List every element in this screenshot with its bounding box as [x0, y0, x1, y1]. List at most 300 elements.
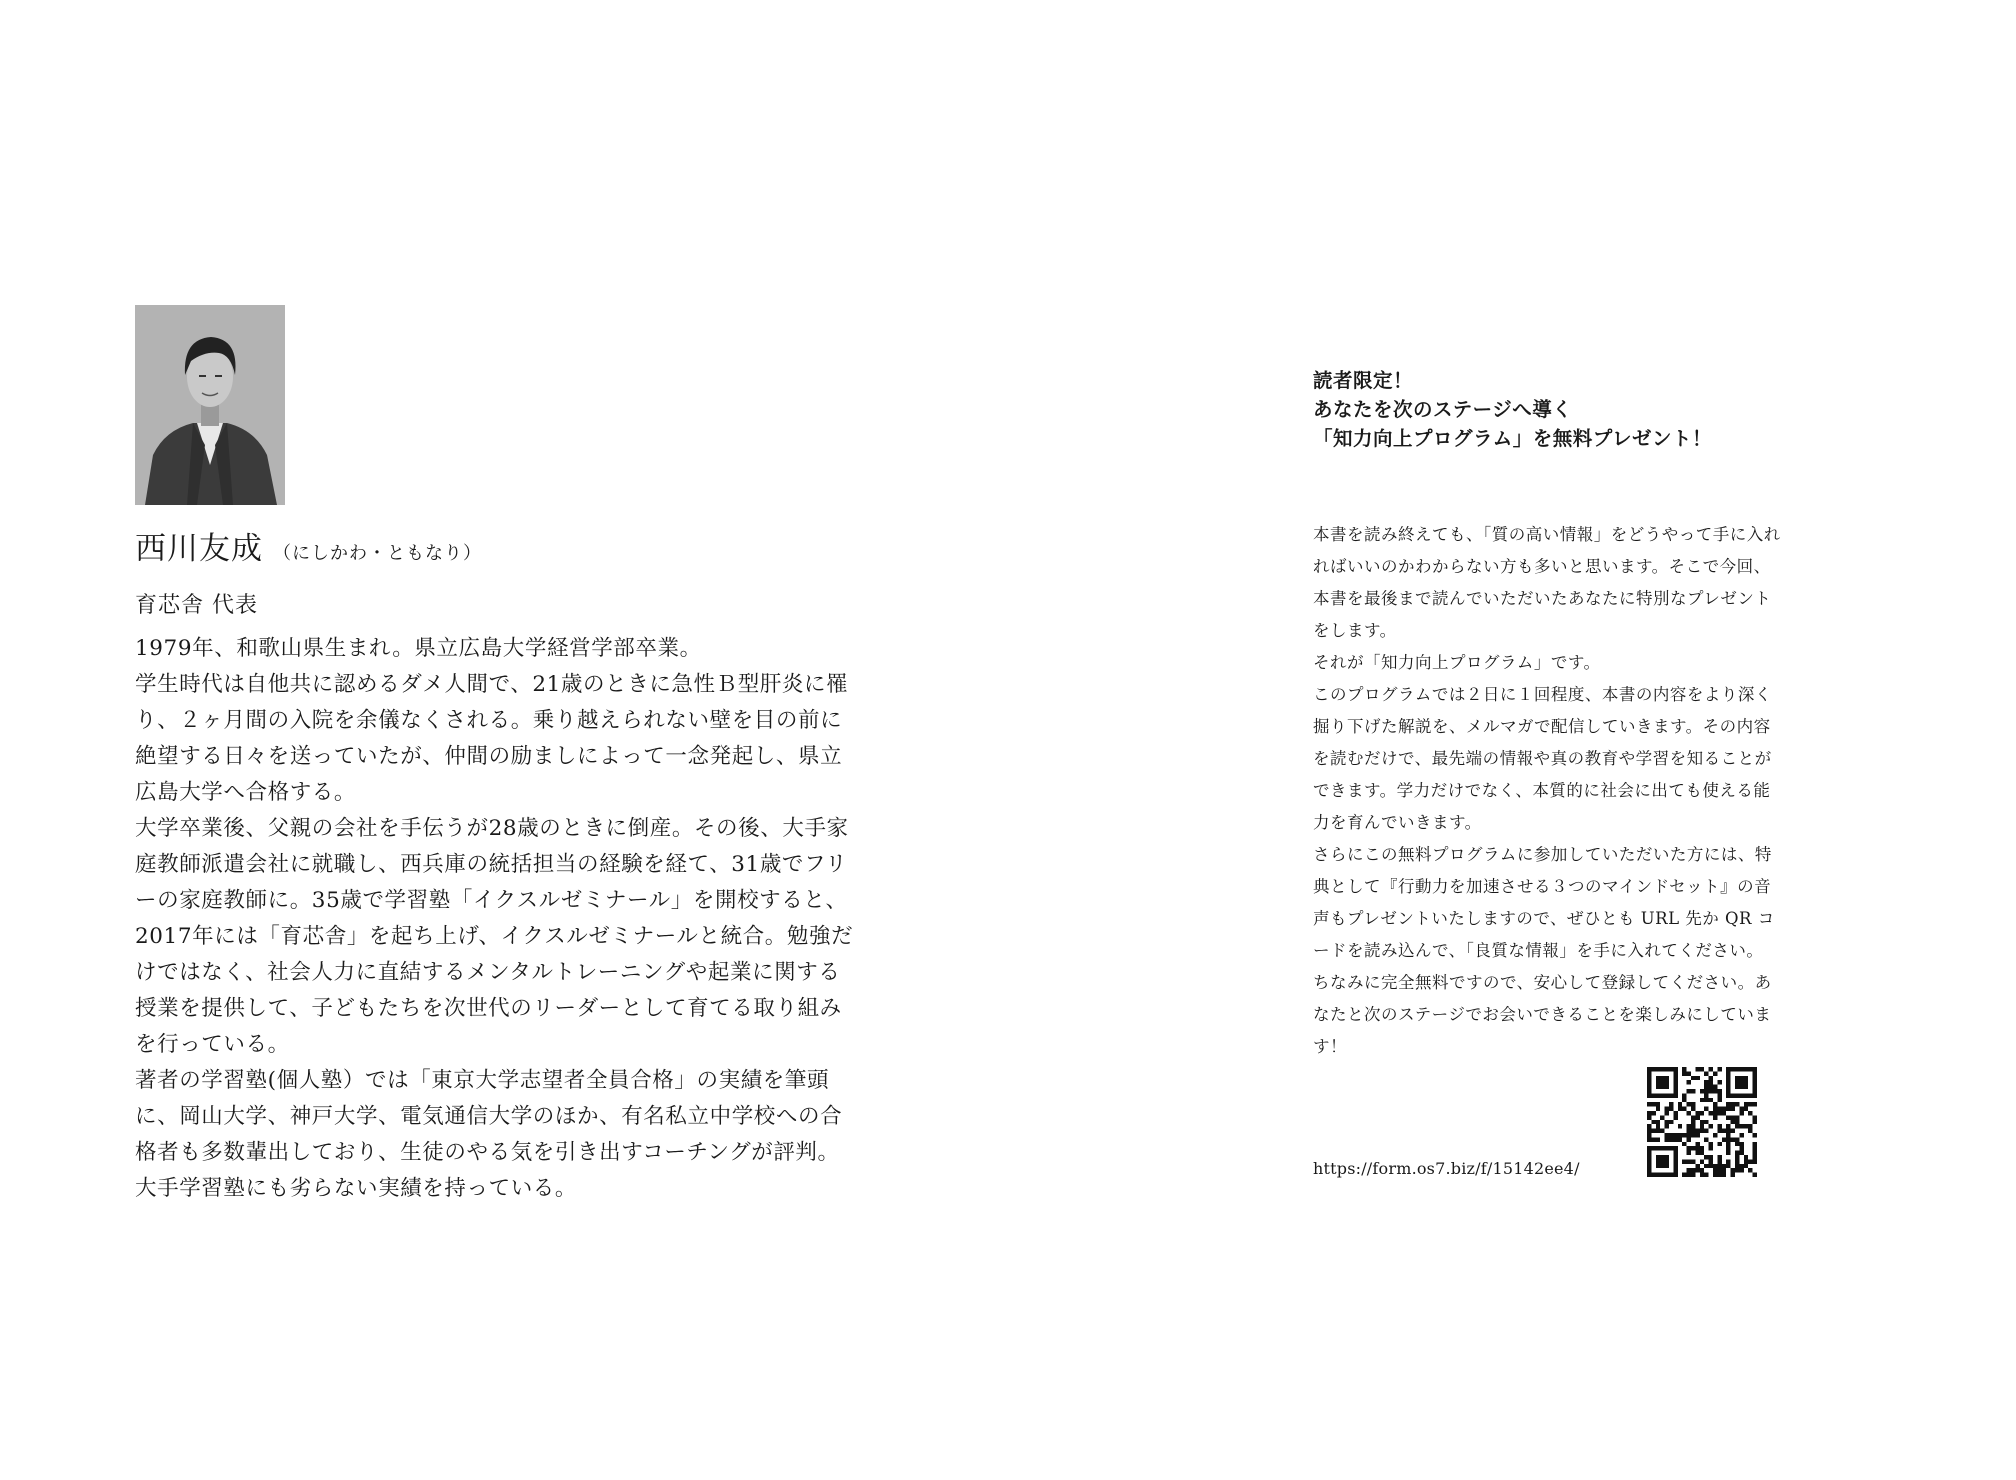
qr-module — [1687, 1071, 1691, 1075]
qr-module — [1682, 1107, 1686, 1111]
qr-module — [1735, 1067, 1739, 1071]
qr-module — [1687, 1129, 1691, 1133]
qr-module — [1700, 1129, 1704, 1133]
offer-paragraph: このプログラムでは２日に１回程度、本書の内容をより深く掘り下げた解説を、メルマガで配信していきます。その内容を読むだけで、最先端の情報や真の教育や学習を知ることができます。学力だけでなく、本質的に社会に出ても使える能力を育んでいきます。 — [1313, 685, 1772, 832]
qr-module — [1717, 1159, 1721, 1163]
qr-module — [1691, 1076, 1695, 1080]
qr-module — [1673, 1151, 1677, 1155]
qr-module — [1669, 1093, 1673, 1097]
qr-module — [1739, 1164, 1743, 1168]
qr-module — [1713, 1173, 1717, 1177]
qr-module — [1753, 1115, 1757, 1119]
qr-module — [1709, 1076, 1713, 1080]
qr-module — [1651, 1120, 1655, 1124]
qr-module — [1647, 1089, 1651, 1093]
qr-module — [1695, 1142, 1699, 1146]
qr-module — [1748, 1067, 1752, 1071]
qr-module — [1691, 1102, 1695, 1106]
qr-module — [1665, 1137, 1669, 1141]
qr-module — [1647, 1173, 1651, 1177]
qr-module — [1687, 1173, 1691, 1177]
qr-module — [1687, 1137, 1691, 1141]
qr-module — [1717, 1129, 1721, 1133]
qr-module — [1739, 1080, 1743, 1084]
qr-module — [1665, 1107, 1669, 1111]
qr-module — [1669, 1120, 1673, 1124]
qr-module — [1722, 1107, 1726, 1111]
qr-module — [1691, 1089, 1695, 1093]
qr-module — [1726, 1067, 1730, 1071]
qr-module — [1700, 1089, 1704, 1093]
qr-module — [1669, 1133, 1673, 1137]
qr-module — [1739, 1111, 1743, 1115]
qr-module — [1691, 1133, 1695, 1137]
qr-module — [1735, 1120, 1739, 1124]
qr-module — [1656, 1129, 1660, 1133]
qr-module — [1673, 1168, 1677, 1172]
qr-module — [1731, 1102, 1735, 1106]
qr-module — [1665, 1067, 1669, 1071]
qr-module — [1748, 1159, 1752, 1163]
qr-module — [1726, 1080, 1730, 1084]
qr-module — [1731, 1093, 1735, 1097]
qr-module — [1687, 1151, 1691, 1155]
qr-module — [1709, 1111, 1713, 1115]
qr-module — [1669, 1173, 1673, 1177]
qr-module — [1704, 1120, 1708, 1124]
qr-module — [1647, 1093, 1651, 1097]
qr-module — [1656, 1076, 1660, 1080]
qr-module — [1647, 1146, 1651, 1150]
qr-module — [1731, 1129, 1735, 1133]
qr-module — [1704, 1098, 1708, 1102]
qr-module — [1731, 1173, 1735, 1177]
qr-module — [1673, 1115, 1677, 1119]
bio-paragraph: 1979年、和歌山県生まれ。県立広島大学経営学部卒業。 — [135, 636, 702, 661]
qr-module — [1717, 1067, 1721, 1071]
qr-module — [1717, 1168, 1721, 1172]
offer-url-link[interactable]: https://form.os7.biz/f/15142ee4/ — [1313, 1159, 1580, 1178]
qr-module — [1704, 1107, 1708, 1111]
qr-module — [1660, 1093, 1664, 1097]
qr-module — [1651, 1129, 1655, 1133]
qr-module — [1753, 1093, 1757, 1097]
qr-module — [1673, 1089, 1677, 1093]
qr-module — [1717, 1173, 1721, 1177]
qr-module — [1717, 1089, 1721, 1093]
qr-module — [1704, 1155, 1708, 1159]
qr-module — [1695, 1129, 1699, 1133]
qr-module — [1673, 1164, 1677, 1168]
qr-module — [1735, 1115, 1739, 1119]
qr-module — [1753, 1133, 1757, 1137]
qr-module — [1651, 1111, 1655, 1115]
qr-module — [1726, 1164, 1730, 1168]
qr-module — [1647, 1159, 1651, 1163]
qr-module — [1673, 1146, 1677, 1150]
qr-module — [1709, 1098, 1713, 1102]
qr-module — [1665, 1093, 1669, 1097]
qr-module — [1753, 1159, 1757, 1163]
qr-module — [1744, 1102, 1748, 1106]
qr-module — [1700, 1146, 1704, 1150]
qr-module — [1709, 1124, 1713, 1128]
qr-module — [1704, 1080, 1708, 1084]
qr-module — [1704, 1089, 1708, 1093]
qr-module — [1678, 1124, 1682, 1128]
qr-module — [1748, 1093, 1752, 1097]
qr-module — [1753, 1067, 1757, 1071]
qr-module — [1713, 1107, 1717, 1111]
qr-module — [1753, 1142, 1757, 1146]
qr-module — [1651, 1146, 1655, 1150]
qr-module — [1682, 1093, 1686, 1097]
qr-module — [1753, 1173, 1757, 1177]
qr-module — [1651, 1102, 1655, 1106]
qr-module — [1695, 1115, 1699, 1119]
author-name: 西川友成 — [135, 531, 263, 567]
offer-body — [1313, 519, 1783, 1063]
author-title: 育芯舎 代表 — [135, 593, 258, 618]
qr-module — [1660, 1164, 1664, 1168]
qr-module — [1739, 1076, 1743, 1080]
qr-module — [1753, 1085, 1757, 1089]
qr-module — [1726, 1107, 1730, 1111]
author-profile — [135, 305, 860, 1207]
qr-module — [1691, 1159, 1695, 1163]
qr-module — [1700, 1159, 1704, 1163]
qr-module — [1726, 1133, 1730, 1137]
qr-module — [1678, 1107, 1682, 1111]
qr-module — [1647, 1124, 1651, 1128]
qr-module — [1717, 1155, 1721, 1159]
reader-offer — [1313, 366, 1783, 1178]
qr-module — [1744, 1159, 1748, 1163]
qr-module — [1748, 1124, 1752, 1128]
qr-module — [1665, 1159, 1669, 1163]
qr-module — [1691, 1120, 1695, 1124]
qr-module — [1726, 1102, 1730, 1106]
qr-module — [1717, 1080, 1721, 1084]
qr-module — [1709, 1159, 1713, 1163]
qr-module — [1656, 1102, 1660, 1106]
qr-module — [1665, 1155, 1669, 1159]
qr-module — [1687, 1111, 1691, 1115]
qr-module — [1656, 1093, 1660, 1097]
qr-module — [1744, 1124, 1748, 1128]
qr-module — [1647, 1137, 1651, 1141]
qr-module — [1709, 1080, 1713, 1084]
qr-module — [1673, 1080, 1677, 1084]
qr-module — [1656, 1173, 1660, 1177]
qr-module — [1700, 1173, 1704, 1177]
qr-module — [1753, 1151, 1757, 1155]
author-name-row — [135, 523, 860, 568]
qr-module — [1695, 1146, 1699, 1150]
qr-module — [1678, 1102, 1682, 1106]
qr-module — [1656, 1124, 1660, 1128]
qr-module — [1660, 1085, 1664, 1089]
qr-module — [1735, 1137, 1739, 1141]
qr-module — [1713, 1071, 1717, 1075]
offer-footer — [1313, 1063, 1783, 1178]
qr-module — [1660, 1067, 1664, 1071]
qr-module — [1744, 1080, 1748, 1084]
qr-module — [1687, 1124, 1691, 1128]
qr-module — [1647, 1085, 1651, 1089]
qr-module — [1700, 1168, 1704, 1172]
qr-module — [1673, 1159, 1677, 1163]
qr-module — [1731, 1168, 1735, 1172]
qr-module — [1687, 1159, 1691, 1163]
qr-module — [1695, 1111, 1699, 1115]
qr-module — [1717, 1098, 1721, 1102]
qr-module — [1665, 1173, 1669, 1177]
qr-module — [1748, 1111, 1752, 1115]
qr-module — [1700, 1120, 1704, 1124]
qr-module — [1713, 1115, 1717, 1119]
qr-module — [1656, 1137, 1660, 1141]
qr-module — [1647, 1164, 1651, 1168]
qr-module — [1753, 1155, 1757, 1159]
author-portrait-icon — [135, 305, 285, 505]
qr-module — [1713, 1164, 1717, 1168]
qr-module — [1660, 1173, 1664, 1177]
qr-module — [1682, 1159, 1686, 1163]
qr-module — [1687, 1080, 1691, 1084]
qr-module — [1744, 1155, 1748, 1159]
qr-module — [1753, 1080, 1757, 1084]
bio-paragraph: 著者の学習塾(個人塾）では「東京大学志望者全員合格」の実績を筆頭に、岡山大学、神戸大学、電気通信大学のほか、有名私立中学校への合格者も多数輩出しており、生徒のやる気を引き出すコーチングが評判。大手学習塾にも劣らない実績を持っている。 — [135, 1068, 843, 1201]
qr-module — [1753, 1089, 1757, 1093]
qr-module — [1748, 1168, 1752, 1172]
qr-module — [1682, 1133, 1686, 1137]
qr-module — [1691, 1146, 1695, 1150]
author-name-reading: （にしかわ・ともなり） — [273, 543, 482, 564]
qr-module — [1660, 1076, 1664, 1080]
qr-module — [1726, 1124, 1730, 1128]
qr-module — [1673, 1076, 1677, 1080]
qr-module — [1660, 1115, 1664, 1119]
qr-module — [1647, 1129, 1651, 1133]
qr-module — [1695, 1151, 1699, 1155]
qr-module — [1726, 1142, 1730, 1146]
qr-module — [1651, 1093, 1655, 1097]
qr-module — [1647, 1111, 1651, 1115]
qr-module — [1673, 1085, 1677, 1089]
qr-module — [1722, 1129, 1726, 1133]
qr-module — [1700, 1124, 1704, 1128]
qr-code-graphic — [1647, 1067, 1757, 1177]
qr-module — [1656, 1164, 1660, 1168]
qr-module — [1647, 1155, 1651, 1159]
qr-module — [1726, 1076, 1730, 1080]
qr-module — [1713, 1085, 1717, 1089]
qr-module — [1691, 1173, 1695, 1177]
qr-module — [1709, 1146, 1713, 1150]
qr-module — [1739, 1093, 1743, 1097]
qr-module — [1717, 1142, 1721, 1146]
qr-module — [1673, 1071, 1677, 1075]
qr-module — [1665, 1085, 1669, 1089]
qr-module — [1647, 1080, 1651, 1084]
qr-module — [1735, 1151, 1739, 1155]
qr-module — [1656, 1155, 1660, 1159]
qr-module — [1709, 1155, 1713, 1159]
author-photo — [135, 305, 285, 505]
qr-module — [1695, 1133, 1699, 1137]
qr-module — [1660, 1159, 1664, 1163]
qr-module — [1709, 1085, 1713, 1089]
qr-module — [1669, 1102, 1673, 1106]
qr-module — [1665, 1076, 1669, 1080]
qr-module — [1665, 1111, 1669, 1115]
qr-module — [1704, 1093, 1708, 1097]
qr-module — [1682, 1071, 1686, 1075]
qr-module — [1739, 1067, 1743, 1071]
qr-module — [1673, 1093, 1677, 1097]
qr-module — [1687, 1089, 1691, 1093]
qr-module — [1739, 1168, 1743, 1172]
qr-module — [1722, 1168, 1726, 1172]
offer-paragraph: さらにこの無料プログラムに参加していただいた方には、特典として『行動力を加速させる３つのマインドセット』の音声もプレゼントいたしますので、ぜひとも URL 先か QR コードを読み込んで、「良質な情報」を手に入れてください。 — [1313, 845, 1775, 960]
qr-module — [1682, 1173, 1686, 1177]
qr-module — [1691, 1129, 1695, 1133]
qr-module — [1647, 1133, 1651, 1137]
qr-module — [1726, 1089, 1730, 1093]
qr-module — [1744, 1085, 1748, 1089]
qr-module — [1717, 1164, 1721, 1168]
qr-module — [1691, 1124, 1695, 1128]
qr-module — [1731, 1137, 1735, 1141]
qr-module — [1735, 1142, 1739, 1146]
qr-module — [1726, 1093, 1730, 1097]
author-bio — [135, 631, 860, 1207]
qr-module — [1660, 1146, 1664, 1150]
qr-module — [1739, 1124, 1743, 1128]
qr-module — [1739, 1085, 1743, 1089]
qr-module — [1744, 1093, 1748, 1097]
qr-module — [1722, 1137, 1726, 1141]
qr-module — [1687, 1146, 1691, 1150]
qr-module — [1722, 1173, 1726, 1177]
qr-module — [1735, 1124, 1739, 1128]
offer-headline-1: 読者限定！ — [1313, 369, 1414, 392]
qr-module — [1665, 1146, 1669, 1150]
qr-module — [1656, 1107, 1660, 1111]
qr-module — [1722, 1111, 1726, 1115]
qr-module — [1669, 1146, 1673, 1150]
qr-module — [1713, 1133, 1717, 1137]
qr-module — [1682, 1067, 1686, 1071]
qr-module — [1687, 1168, 1691, 1172]
qr-module — [1665, 1133, 1669, 1137]
qr-module — [1739, 1107, 1743, 1111]
qr-module — [1744, 1164, 1748, 1168]
qr-code-icon[interactable] — [1647, 1067, 1757, 1177]
qr-module — [1678, 1133, 1682, 1137]
qr-module — [1726, 1146, 1730, 1150]
qr-module — [1687, 1133, 1691, 1137]
qr-module — [1713, 1111, 1717, 1115]
qr-module — [1735, 1080, 1739, 1084]
qr-module — [1726, 1115, 1730, 1119]
qr-module — [1695, 1076, 1699, 1080]
qr-module — [1673, 1133, 1677, 1137]
qr-module — [1673, 1173, 1677, 1177]
qr-module — [1682, 1098, 1686, 1102]
bio-paragraph: 大学卒業後、父親の会社を手伝うが28歳のときに倒産。その後、大手家庭教師派遣会社に就職し、西兵庫の統括担当の経験を経て、31歳でフリーの家庭教師に。35歳で学習塾「イクスルゼミナール」を開校すると、2017年には「育芯舎」を起ち上げ、イクスルゼミナールと統合。勉強だけではなく、社会人力に直結するメンタルトレーニングや起業に関する授業を提供して、子どもたちを次世代のリーダーとして育てる取り組みを行っている。 — [135, 816, 854, 1057]
qr-module — [1647, 1102, 1651, 1106]
qr-module — [1717, 1107, 1721, 1111]
qr-module — [1695, 1067, 1699, 1071]
qr-module — [1669, 1067, 1673, 1071]
offer-headline-2: あなたを次のステージへ導く — [1313, 398, 1573, 421]
qr-module — [1704, 1173, 1708, 1177]
qr-module — [1700, 1067, 1704, 1071]
qr-module — [1753, 1076, 1757, 1080]
qr-module — [1709, 1164, 1713, 1168]
qr-module — [1673, 1155, 1677, 1159]
qr-module — [1753, 1120, 1757, 1124]
qr-module — [1660, 1129, 1664, 1133]
qr-module — [1673, 1067, 1677, 1071]
qr-module — [1726, 1137, 1730, 1141]
qr-module — [1744, 1067, 1748, 1071]
qr-module — [1713, 1102, 1717, 1106]
offer-paragraph: 本書を読み終えても、「質の高い情報」をどうやって手に入れればいいのかわからない方も多いと思います。そこで今回、本書を最後まで読んでいただいたあなたに特別なプレゼントをします。 — [1313, 525, 1781, 640]
qr-module — [1739, 1133, 1743, 1137]
qr-module — [1753, 1146, 1757, 1150]
qr-module — [1673, 1111, 1677, 1115]
bio-paragraph: 学生時代は自他共に認めるダメ人間で、21歳のときに急性Ｂ型肝炎に罹り、２ヶ月間の入院を余儀なくされる。乗り越えられない壁を目の前に絶望する日々を送っていたが、仲間の励ましによって一念発起し、県立広島大学へ合格する。 — [135, 672, 849, 805]
qr-module — [1687, 1102, 1691, 1106]
qr-module — [1713, 1168, 1717, 1172]
qr-module — [1735, 1168, 1739, 1172]
qr-module — [1704, 1071, 1708, 1075]
qr-module — [1700, 1098, 1704, 1102]
qr-module — [1709, 1067, 1713, 1071]
qr-module — [1651, 1173, 1655, 1177]
qr-module — [1656, 1120, 1660, 1124]
qr-module — [1704, 1129, 1708, 1133]
qr-module — [1726, 1129, 1730, 1133]
qr-module — [1665, 1120, 1669, 1124]
qr-module — [1722, 1164, 1726, 1168]
qr-module — [1753, 1071, 1757, 1075]
qr-module — [1647, 1151, 1651, 1155]
qr-module — [1726, 1085, 1730, 1089]
qr-module — [1731, 1115, 1735, 1119]
qr-module — [1735, 1155, 1739, 1159]
qr-module — [1651, 1067, 1655, 1071]
qr-module — [1704, 1085, 1708, 1089]
qr-module — [1735, 1076, 1739, 1080]
qr-module — [1665, 1080, 1669, 1084]
qr-module — [1735, 1164, 1739, 1168]
qr-module — [1682, 1142, 1686, 1146]
qr-module — [1647, 1076, 1651, 1080]
qr-module — [1735, 1102, 1739, 1106]
qr-module — [1700, 1151, 1704, 1155]
qr-module — [1660, 1155, 1664, 1159]
qr-module — [1739, 1146, 1743, 1150]
qr-module — [1704, 1164, 1708, 1168]
qr-module — [1744, 1076, 1748, 1080]
qr-module — [1691, 1107, 1695, 1111]
qr-module — [1647, 1168, 1651, 1172]
qr-module — [1656, 1067, 1660, 1071]
